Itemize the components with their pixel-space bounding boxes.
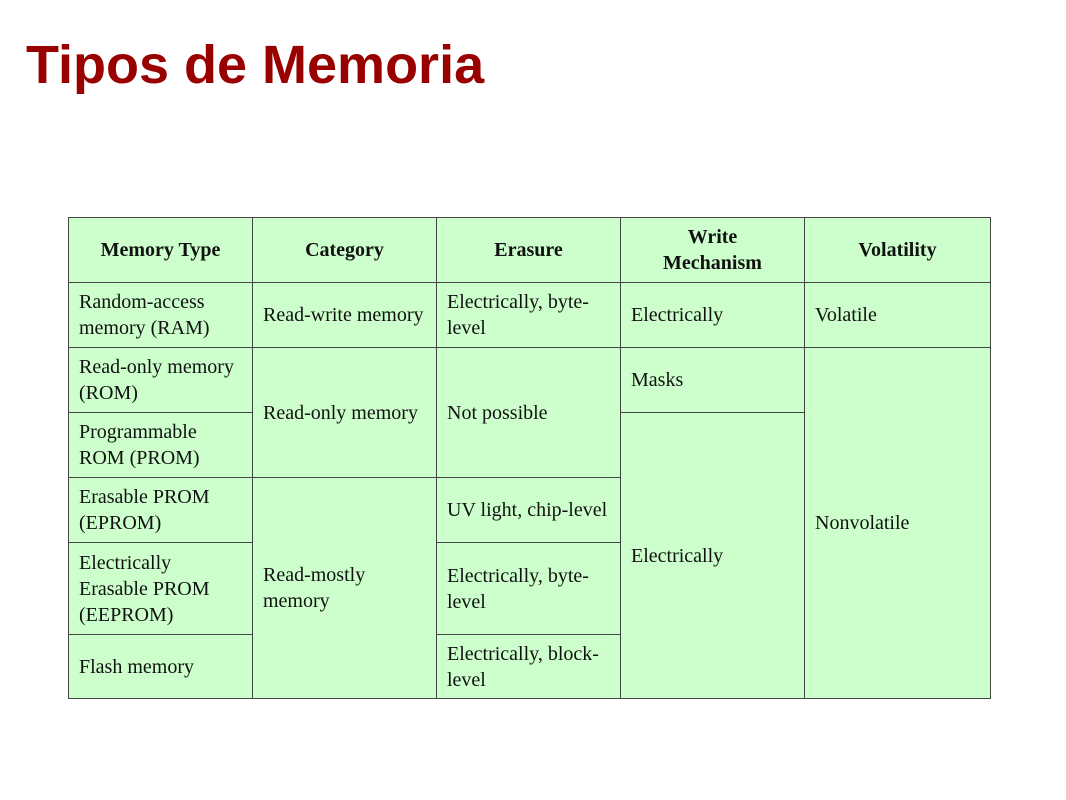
cell-erasure: Electrically, byte-level <box>437 543 621 635</box>
cell-erasure: UV light, chip-level <box>437 478 621 543</box>
cell-erasure: Electrically, block-level <box>437 635 621 699</box>
table-row <box>69 348 991 413</box>
cell-erasure: Not possible <box>437 348 621 478</box>
cell-volatility: Nonvolatile <box>805 348 991 699</box>
table-row <box>69 283 991 348</box>
cell-memory-type: Electrically Erasable PROM (EEPROM) <box>69 543 253 635</box>
cell-memory-type: Erasable PROM (EPROM) <box>69 478 253 543</box>
slide-title: Tipos de Memoria <box>26 35 485 95</box>
cell-memory-type: Programmable ROM (PROM) <box>69 413 253 478</box>
cell-category: Read-mostly memory <box>253 478 437 699</box>
header-memory-type: Memory Type <box>69 218 253 283</box>
cell-category: Read-only memory <box>253 348 437 478</box>
cell-memory-type: Flash memory <box>69 635 253 699</box>
header-write-mechanism: Write Mechanism <box>621 218 805 283</box>
header-volatility: Volatility <box>805 218 991 283</box>
header-category: Category <box>253 218 437 283</box>
cell-write-mechanism: Electrically <box>621 283 805 348</box>
table-header-row <box>69 218 991 283</box>
cell-memory-type: Read-only memory (ROM) <box>69 348 253 413</box>
cell-write-mechanism: Electrically <box>621 413 805 699</box>
cell-erasure: Electrically, byte-level <box>437 283 621 348</box>
cell-write-mechanism: Masks <box>621 348 805 413</box>
cell-memory-type: Random-access memory (RAM) <box>69 283 253 348</box>
header-erasure: Erasure <box>437 218 621 283</box>
cell-volatility: Volatile <box>805 283 991 348</box>
memory-types-table <box>68 217 991 699</box>
cell-category: Read-write memory <box>253 283 437 348</box>
